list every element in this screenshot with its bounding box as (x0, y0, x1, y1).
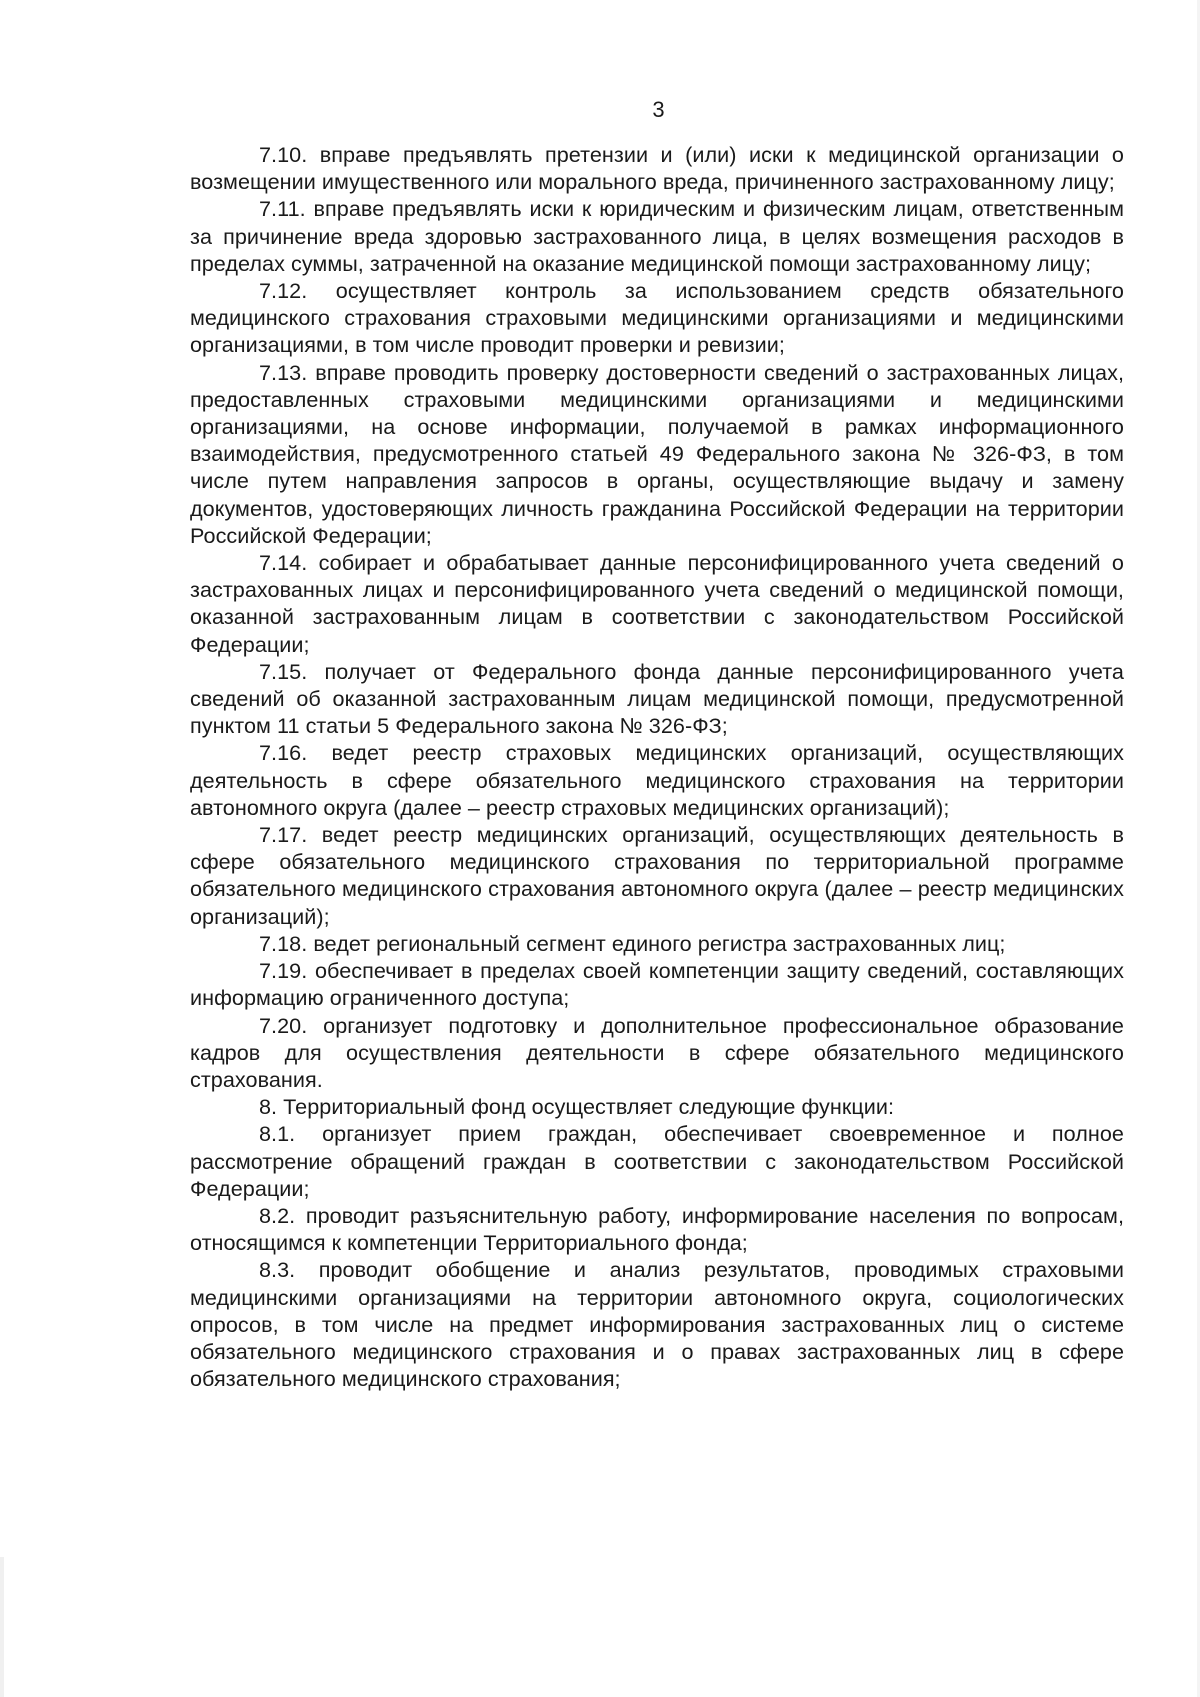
paragraph-8-1: 8.1. организует прием граждан, обеспечивает своевременное и полное рассмотрение обращений граждан в соответствии с законодательством Российской Федерации; (190, 1121, 1124, 1201)
document-body (190, 141, 1124, 1392)
scan-edge-left (0, 1557, 4, 1697)
paragraph-8: 8. Территориальный фонд осуществляет следующие функции: (259, 1094, 895, 1120)
paragraph-7-12: 7.12. осуществляет контроль за использованием средств обязательного медицинского страхования страховыми медицинскими организациями и медицинскими организациями, в том числе проводит проверки и ревизии; (190, 278, 1124, 358)
paragraph-7-18: 7.18. ведет региональный сегмент единого регистра застрахованных лиц; (259, 930, 1006, 956)
paragraph-7-14: 7.14. собирает и обрабатывает данные персонифицированного учета сведений о застрахованных лицах и персонифицированного учета сведений о медицинской помощи, оказанной застрахованным лицам в соответствии с законодательством Российской Федерации; (190, 550, 1124, 657)
paragraph-7-10: 7.10. вправе предъявлять претензии и (или) иски к медицинской организации о возмещении имущественного или морального вреда, причиненного застрахованному лицу; (190, 142, 1124, 195)
paragraph-7-16: 7.16. ведет реестр страховых медицинских организаций, осуществляющих деятельность в сфере обязательного медицинского страхования на территории автономного округа (далее – реестр страховых медицинских организаций); (190, 740, 1124, 820)
page-number: 3 (652, 97, 665, 122)
paragraph-8-2: 8.2. проводит разъяснительную работу, информирование населения по вопросам, относящимся к компетенции Территориального фонда; (190, 1202, 1124, 1256)
paragraph-7-20: 7.20. организует подготовку и дополнительное профессиональное образование кадров для осуществления деятельности в сфере обязательного медицинского страхования. (190, 1012, 1124, 1092)
paragraph-7-19: 7.19. обеспечивает в пределах своей компетенции защиту сведений, составляющих информацию ограниченного доступа; (190, 958, 1124, 1011)
paragraph-7-13: 7.13. вправе проводить проверку достоверности сведений о застрахованных лицах, предоставленных страховыми медицинскими организациями и медицинскими организациями, на основе информации, получаемой в рамках информационного взаимодействия, предусмотренного статьей 49 Федерального закона № 326-ФЗ, в том числе путем направления запросов в органы, осуществляющие выдачу и замену документов, удостоверяющих личность гражданина Российской Федерации на территории Российской Федерации; (190, 359, 1124, 548)
paragraph-7-17: 7.17. ведет реестр медицинских организаций, осуществляющих деятельность в сфере обязательного медицинского страхования по территориальной программе обязательного медицинского страхования автономного округа (далее – реестр медицинских организаций); (190, 822, 1124, 929)
paragraph-7-11: 7.11. вправе предъявлять иски к юридическим и физическим лицам, ответственным за причинение вреда здоровью застрахованного лица, в целях возмещения расходов в пределах суммы, затраченной на оказание медицинской помощи застрахованному лицу; (190, 196, 1124, 276)
paragraph-8-3: 8.3. проводит обобщение и анализ результатов, проводимых страховыми медицинскими организациями на территории автономного округа, социологических опросов, в том числе на предмет информирования застрахованных лиц о системе обязательного медицинского страхования и о правах застрахованных лиц в сфере обязательного медицинского страхования; (190, 1257, 1124, 1392)
paragraph-7-15: 7.15. получает от Федерального фонда данные персонифицированного учета сведений об оказанной застрахованным лицам медицинской помощи, предусмотренной пунктом 11 статьи 5 Федерального закона № 326-ФЗ; (190, 658, 1124, 739)
